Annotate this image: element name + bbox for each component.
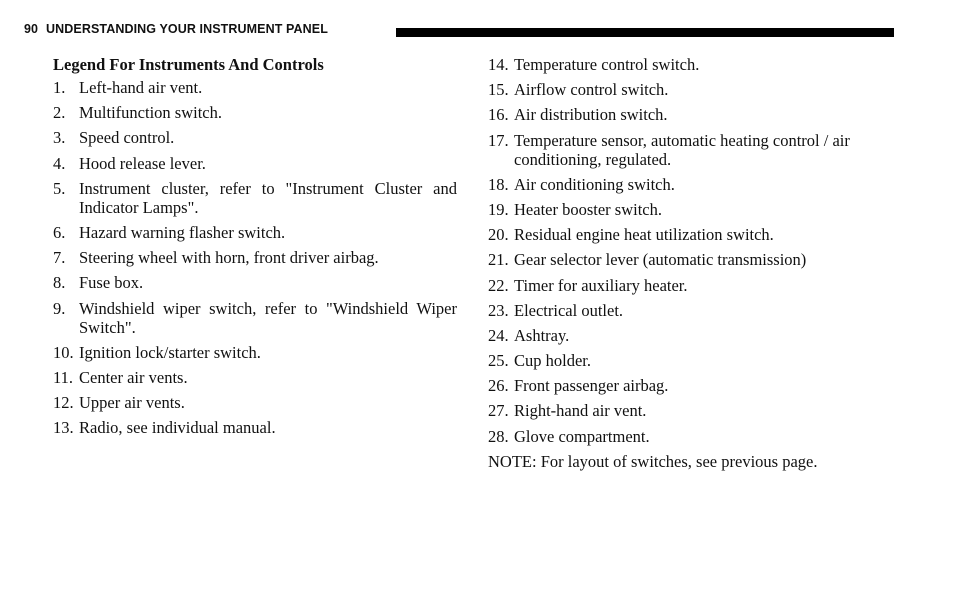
list-item bbox=[53, 343, 457, 362]
item-text: Radio, see individual manual. bbox=[79, 418, 276, 438]
item-text: Multifunction switch. bbox=[79, 103, 222, 123]
item-number: 11. bbox=[53, 367, 74, 387]
list-item bbox=[488, 131, 868, 169]
item-text: Hazard warning flasher switch. bbox=[79, 222, 286, 242]
list-item bbox=[488, 376, 868, 395]
list-item bbox=[488, 200, 868, 219]
header-rule bbox=[396, 28, 894, 37]
item-text: Cup holder. bbox=[514, 351, 591, 371]
legend-title: Legend For Instruments And Controls bbox=[53, 55, 324, 74]
item-number: 10. bbox=[53, 342, 74, 362]
item-number: 21. bbox=[488, 250, 509, 270]
list-item bbox=[488, 401, 868, 420]
item-number: 2. bbox=[53, 103, 66, 123]
item-number: 18. bbox=[488, 174, 509, 194]
list-item bbox=[53, 418, 457, 437]
item-number: 17. bbox=[488, 130, 509, 150]
item-text: Ignition lock/starter switch. bbox=[79, 342, 261, 362]
list-item bbox=[488, 427, 868, 446]
item-text: Instrument cluster, refer to "Instrument Cluster and Indicator Lamps". bbox=[79, 178, 457, 217]
list-item bbox=[53, 154, 457, 173]
list-item bbox=[488, 351, 868, 370]
item-text: Right-hand air vent. bbox=[514, 401, 647, 421]
list-item bbox=[53, 128, 457, 147]
item-text: Steering wheel with horn, front driver airbag. bbox=[79, 248, 379, 268]
list-item bbox=[53, 223, 457, 242]
item-text: Heater booster switch. bbox=[514, 199, 662, 219]
item-number: 20. bbox=[488, 225, 509, 245]
item-number: 4. bbox=[53, 153, 66, 173]
item-number: 9. bbox=[53, 298, 66, 318]
item-number: 22. bbox=[488, 275, 509, 295]
list-item bbox=[488, 301, 868, 320]
item-text: Temperature sensor, automatic heating control / air conditioning, regulated. bbox=[514, 130, 850, 169]
list-item bbox=[488, 80, 868, 99]
item-number: 19. bbox=[488, 199, 509, 219]
item-number: 7. bbox=[53, 248, 66, 268]
item-text: Electrical outlet. bbox=[514, 300, 624, 320]
list-item bbox=[53, 179, 457, 217]
item-number: 15. bbox=[488, 80, 509, 100]
list-item bbox=[53, 103, 457, 122]
item-text: Airflow control switch. bbox=[514, 80, 669, 100]
list-item bbox=[488, 225, 868, 244]
item-text: Front passenger airbag. bbox=[514, 376, 669, 396]
list-item bbox=[53, 368, 457, 387]
item-number: 12. bbox=[53, 393, 74, 413]
list-item bbox=[53, 393, 457, 412]
item-text: Temperature control switch. bbox=[514, 55, 700, 74]
item-number: 13. bbox=[53, 418, 74, 438]
item-text: Windshield wiper switch, refer to "Windshield Wiper Switch". bbox=[79, 298, 457, 337]
item-number: 24. bbox=[488, 325, 509, 345]
list-item bbox=[488, 276, 868, 295]
item-number: 8. bbox=[53, 273, 66, 293]
left-column bbox=[53, 55, 457, 443]
list-item bbox=[53, 248, 457, 267]
item-number: 28. bbox=[488, 426, 509, 446]
list-item bbox=[488, 250, 868, 269]
list-item bbox=[488, 55, 868, 74]
list-item bbox=[488, 326, 868, 345]
note-text: NOTE: For layout of switches, see previous page. bbox=[488, 451, 818, 471]
item-number: 14. bbox=[488, 55, 509, 74]
item-text: Air conditioning switch. bbox=[514, 174, 675, 194]
item-text: Timer for auxiliary heater. bbox=[514, 275, 688, 295]
item-text: Hood release lever. bbox=[79, 153, 206, 173]
item-number: 6. bbox=[53, 222, 66, 242]
item-number: 26. bbox=[488, 376, 509, 396]
item-number: 16. bbox=[488, 105, 509, 125]
item-number: 5. bbox=[53, 178, 66, 198]
item-number: 23. bbox=[488, 300, 509, 320]
item-text: Ashtray. bbox=[514, 325, 570, 345]
item-number: 25. bbox=[488, 351, 509, 371]
item-text: Gear selector lever (automatic transmission) bbox=[514, 250, 807, 270]
item-text: Fuse box. bbox=[79, 273, 144, 293]
page-header bbox=[24, 22, 894, 38]
item-number: 1. bbox=[53, 78, 66, 97]
item-text: Residual engine heat utilization switch. bbox=[514, 225, 774, 245]
item-number: 27. bbox=[488, 401, 509, 421]
item-text: Left-hand air vent. bbox=[79, 78, 203, 97]
list-item bbox=[488, 175, 868, 194]
header-title: UNDERSTANDING YOUR INSTRUMENT PANEL bbox=[46, 22, 328, 36]
item-text: Air distribution switch. bbox=[514, 105, 668, 125]
item-text: Upper air vents. bbox=[79, 393, 185, 413]
right-column bbox=[488, 55, 868, 471]
list-item bbox=[53, 78, 457, 97]
list-item bbox=[53, 299, 457, 337]
page-number: 90 bbox=[24, 22, 39, 36]
item-text: Center air vents. bbox=[79, 367, 188, 387]
list-item bbox=[488, 105, 868, 124]
list-item bbox=[53, 273, 457, 292]
item-text: Speed control. bbox=[79, 128, 175, 148]
item-number: 3. bbox=[53, 128, 66, 148]
item-text: Glove compartment. bbox=[514, 426, 650, 446]
